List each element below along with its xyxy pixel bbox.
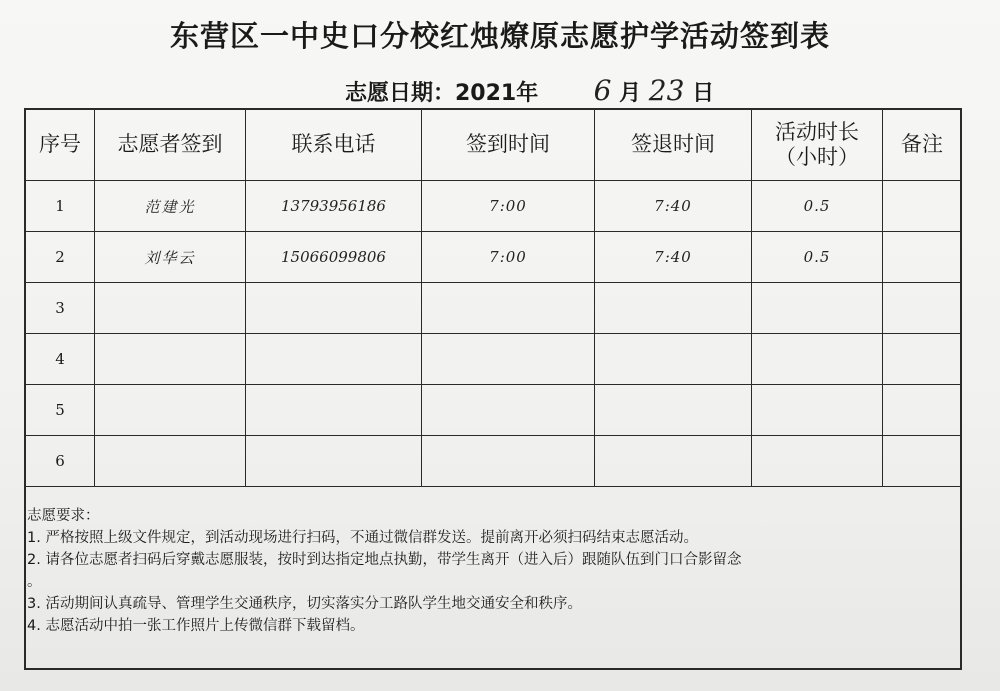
note-cell	[883, 283, 962, 334]
phone-number: 15066099806	[246, 232, 422, 283]
header-index: 序号	[26, 110, 95, 181]
sign-in-time	[422, 436, 595, 487]
date-label: 志愿日期：2021年	[345, 81, 539, 106]
table-header-row	[26, 110, 962, 181]
row-index: 5	[26, 385, 95, 436]
requirement-item: 。	[27, 574, 42, 590]
sign-out-time	[595, 385, 752, 436]
phone-number	[246, 436, 422, 487]
sheet-title: 东营区一中史口分校红烛燎原志愿护学活动签到表	[169, 19, 830, 53]
requirement-item: 3. 活动期间认真疏导、管理学生交通秩序，切实落实分工路队学生地交通安全和秩序。	[27, 596, 582, 612]
row-index: 4	[26, 334, 95, 385]
sign-in-table	[25, 109, 962, 487]
volunteer-signature	[95, 283, 246, 334]
requirement-item: 2. 请各位志愿者扫码后穿戴志愿服装，按时到达指定地点执勤，带学生离开（进入后）跟随队伍到门口合影留念	[27, 552, 742, 568]
sign-in-time	[422, 334, 595, 385]
row-index: 2	[26, 232, 95, 283]
sign-in-time	[422, 283, 595, 334]
activity-hours	[752, 385, 883, 436]
note-cell	[883, 232, 962, 283]
header-phone: 联系电话	[246, 110, 422, 181]
table-row	[26, 334, 962, 385]
volunteer-signature	[95, 334, 246, 385]
table-row	[26, 232, 962, 283]
activity-hours	[752, 436, 883, 487]
table-row	[26, 181, 962, 232]
note-cell	[883, 436, 962, 487]
phone-number	[246, 334, 422, 385]
volunteer-date	[345, 74, 714, 107]
volunteer-signature: 范建光	[95, 181, 246, 232]
phone-number	[246, 283, 422, 334]
volunteer-signature	[95, 385, 246, 436]
requirements-heading: 志愿要求：	[27, 508, 100, 524]
activity-hours	[752, 283, 883, 334]
header-note: 备注	[883, 110, 962, 181]
row-index: 1	[26, 181, 95, 232]
table-row	[26, 283, 962, 334]
header-sign-out: 签退时间	[595, 110, 752, 181]
sign-in-time: 7:00	[422, 181, 595, 232]
header-volunteer: 志愿者签到	[95, 110, 246, 181]
activity-hours: 0.5	[752, 232, 883, 283]
table-row	[26, 385, 962, 436]
sign-in-time: 7:00	[422, 232, 595, 283]
row-index: 3	[26, 283, 95, 334]
row-index: 6	[26, 436, 95, 487]
activity-hours: 0.5	[752, 181, 883, 232]
volunteer-requirements	[27, 505, 957, 637]
header-sign-in: 签到时间	[422, 110, 595, 181]
sign-out-time	[595, 334, 752, 385]
note-cell	[883, 334, 962, 385]
note-cell	[883, 181, 962, 232]
requirement-item: 4. 志愿活动中拍一张工作照片上传微信群下载留档。	[27, 618, 365, 634]
note-cell	[883, 385, 962, 436]
sign-out-time: 7:40	[595, 232, 752, 283]
activity-hours	[752, 334, 883, 385]
phone-number: 13793956186	[246, 181, 422, 232]
table-row	[26, 436, 962, 487]
sign-out-time	[595, 283, 752, 334]
sign-out-time	[595, 436, 752, 487]
header-duration: 活动时长 （小时）	[752, 110, 883, 181]
date-month: 6	[593, 74, 612, 107]
date-day-suffix: 日	[692, 81, 715, 106]
phone-number	[246, 385, 422, 436]
volunteer-signature	[95, 436, 246, 487]
sign-out-time: 7:40	[595, 181, 752, 232]
requirement-item: 1. 严格按照上级文件规定，到活动现场进行扫码，不通过微信群发送。提前离开必须扫码结束志愿活动。	[27, 530, 698, 546]
date-month-suffix: 月	[619, 81, 642, 106]
date-day: 23	[648, 74, 685, 107]
sign-in-time	[422, 385, 595, 436]
volunteer-signature: 刘华云	[95, 232, 246, 283]
